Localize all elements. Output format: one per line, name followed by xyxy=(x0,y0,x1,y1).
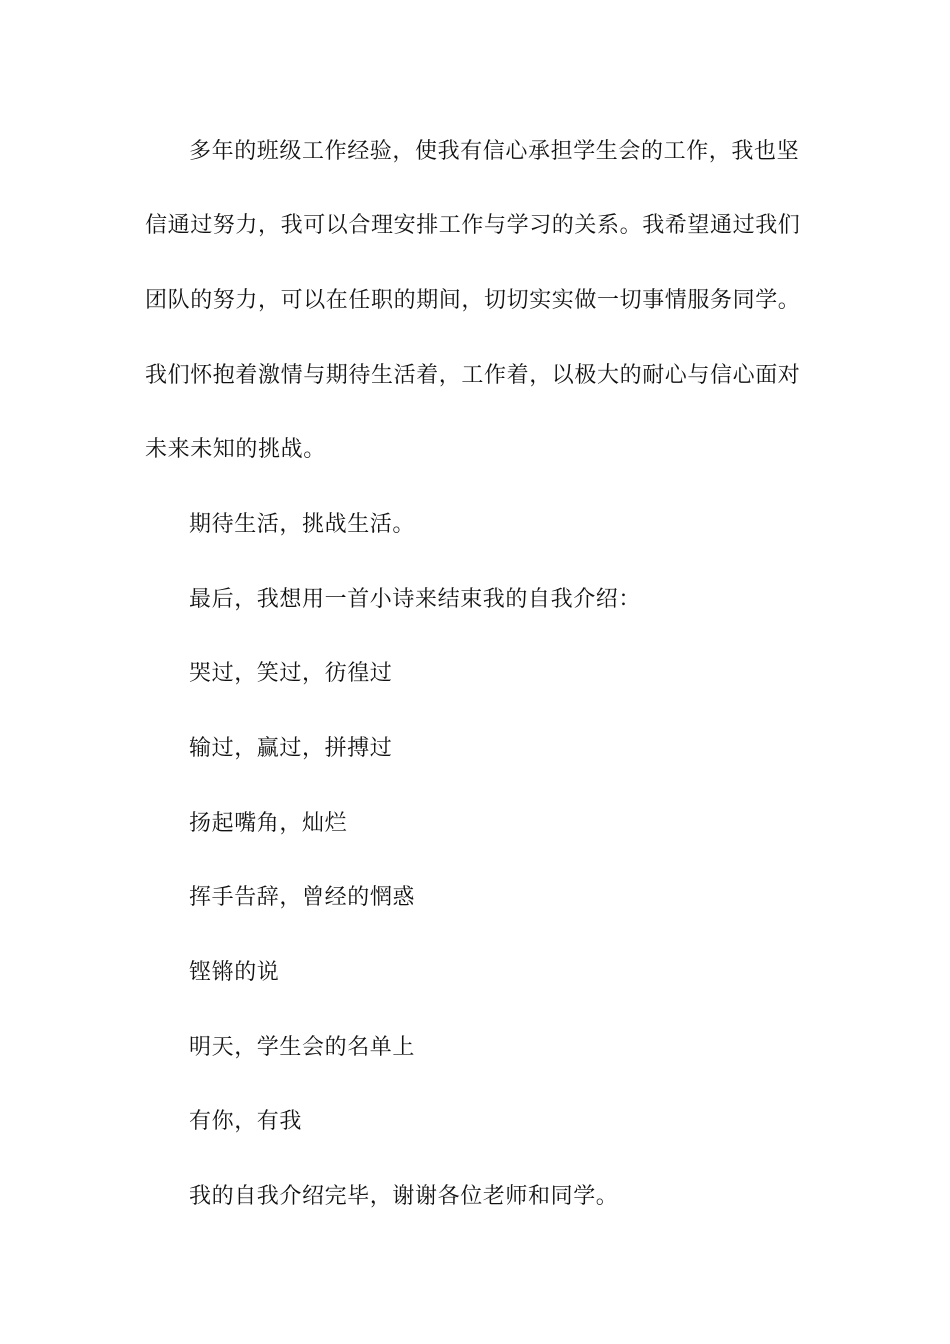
paragraph-line: 团队的努力，可以在任职的期间，切切实实做一切事情服务同学。 xyxy=(145,288,801,313)
paragraph-line: 未来未知的挑战。 xyxy=(145,437,326,462)
text-line: 最后，我想用一首小诗来结束我的自我介绍： xyxy=(189,587,642,612)
poem-line: 扬起嘴角，灿烂 xyxy=(189,811,348,836)
paragraph-line: 我们怀抱着激情与期待生活着，工作着，以极大的耐心与信心面对 xyxy=(145,363,801,388)
paragraph-line: 信通过努力，我可以合理安排工作与学习的关系。我希望通过我们 xyxy=(145,213,801,238)
poem-line: 挥手告辞，曾经的惘惑 xyxy=(189,885,416,910)
text-line: 期待生活，挑战生活。 xyxy=(189,512,416,537)
poem-line: 哭过，笑过，彷徨过 xyxy=(189,661,393,686)
poem-line: 铿锵的说 xyxy=(189,960,280,985)
paragraph-line: 多年的班级工作经验，使我有信心承担学生会的工作，我也坚 xyxy=(189,139,800,164)
closing-line: 我的自我介绍完毕，谢谢各位老师和同学。 xyxy=(189,1184,619,1209)
poem-line: 明天，学生会的名单上 xyxy=(189,1035,416,1060)
poem-line: 有你，有我 xyxy=(189,1109,303,1134)
poem-line: 输过，赢过，拼搏过 xyxy=(189,736,393,761)
